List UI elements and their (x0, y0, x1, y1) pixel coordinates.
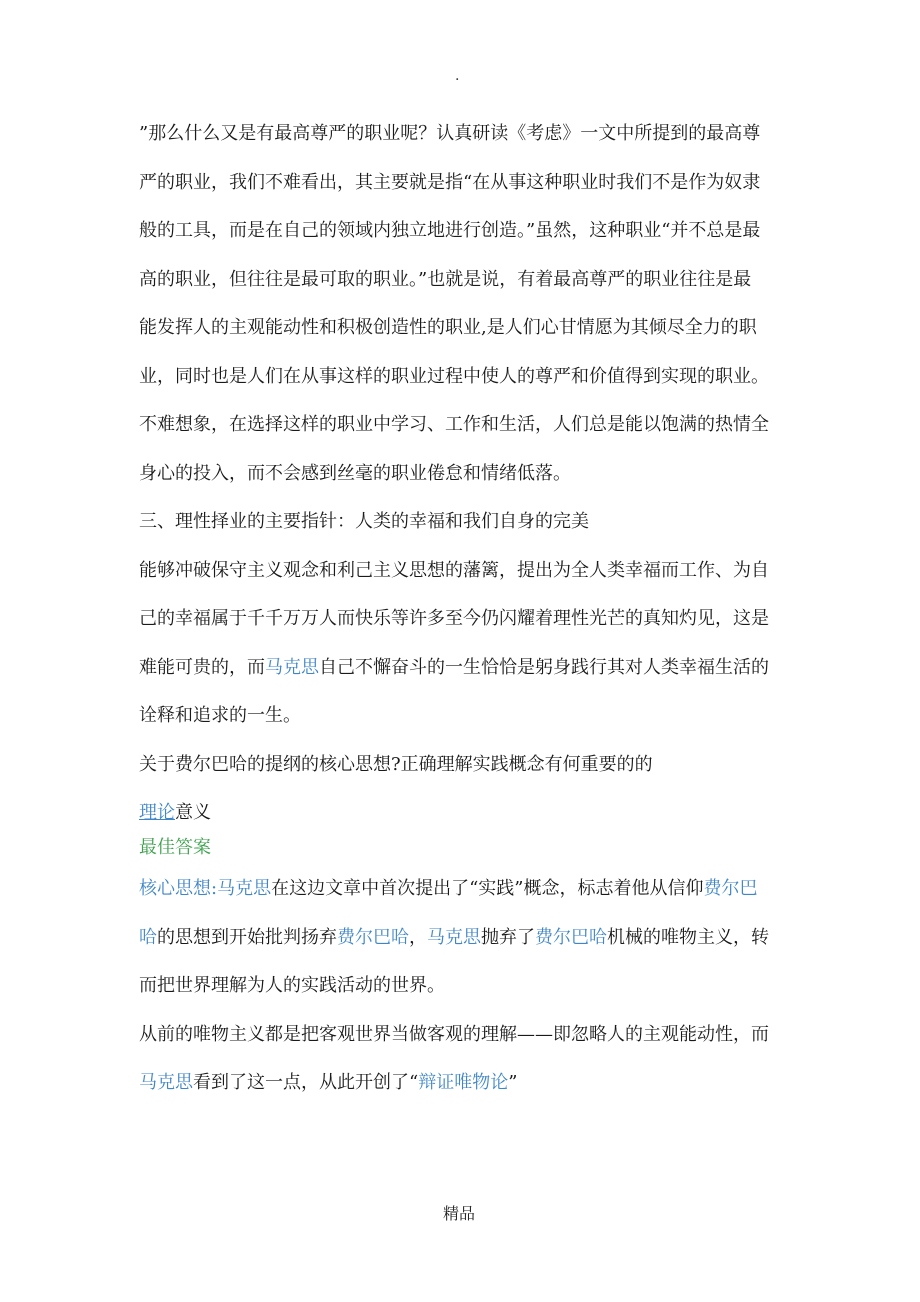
text-line (139, 865, 783, 914)
footer-label: 精品 (443, 1204, 476, 1223)
best-answer-label: 最佳答案 (139, 837, 211, 858)
text-line: 身心的投入，而不会感到丝毫的职业倦怠和情绪低落。 (139, 462, 571, 484)
text-line: 而把世界理解为人的实践活动的世界。 (139, 975, 445, 996)
text-segment: 抛弃了 (481, 926, 535, 948)
text-line: 诠释和追求的一生。 (139, 705, 301, 726)
text-segment: 自己不懈奋斗的一生恰恰是躬身践行其对人类幸福生活的 (319, 656, 769, 678)
link-dialectical-materialism[interactable]: 辩证唯物论 (418, 1072, 509, 1093)
paragraph-happiness (139, 547, 783, 741)
text-line (139, 914, 783, 963)
text-line: 己的幸福属于千千万万人而快乐等许多至今仍闪耀着理性光芒的真知灼见，这是 (139, 608, 769, 629)
link-feuerbach[interactable]: 哈 (139, 926, 157, 948)
link-feuerbach[interactable]: 费尔巴哈 (535, 926, 607, 948)
text-line (139, 644, 783, 693)
link-feuerbach[interactable]: 费尔巴 (703, 878, 758, 899)
text-line: 能够冲破保守主义观念和利己主义思想的藩篱，提出为全人类幸福而工作、为自 (139, 559, 769, 581)
text-segment: ， (409, 926, 427, 948)
paragraph-materialism (139, 1011, 783, 1108)
text-line: 高的职业，但往往是最可取的职业。”也就是说，有着最高尊严的职业往往是最 (139, 268, 752, 290)
text-segment: 机械的唯物主义，转 (607, 926, 769, 948)
link-marx[interactable]: 马克思 (139, 1072, 193, 1093)
text-line: 能发挥人的主观能动性和积极创造性的职业,是人们心甘情愿为其倾尽全力的职 (139, 317, 757, 338)
text-line (139, 1059, 783, 1108)
text-line: 不难想象，在选择这样的职业中学习、工作和生活，人们总是能以饱满的热情全 (139, 414, 769, 435)
text-line: 业，同时也是人们在从事这样的职业过程中使人的尊严和价值得到实现的职业。 (139, 365, 769, 387)
header-mark: . (455, 68, 460, 84)
text-segment: 意义 (175, 802, 211, 823)
text-line: 般的工具，而是在自己的领域内独立地进行创造。”虽然，这种职业“并不总是最 (139, 220, 761, 241)
text-segment: ” (508, 1072, 518, 1093)
question-title-continued (139, 795, 783, 830)
link-marx[interactable]: 马克思 (265, 656, 319, 678)
text-segment: 的思想到开始批判扬弃 (157, 926, 337, 948)
link-marx[interactable]: 马克思 (217, 878, 272, 899)
text-line: ”那么什么又是有最高尊严的职业呢？认真研读《考虑》一文中所提到的最高尊 (139, 123, 761, 144)
section-heading: 三、理性择业的主要指针：人类的幸福和我们自身的完美 (139, 511, 589, 532)
answer-core-label: 核心思想: (139, 878, 218, 899)
document-body (139, 110, 783, 1108)
question-title: 关于费尔巴哈的提纲的核心思想?正确理解实践概念有何重要的的 (139, 753, 653, 775)
link-feuerbach[interactable]: 费尔巴哈 (337, 926, 409, 948)
answer-paragraph (139, 865, 783, 1011)
text-line: 严的职业，我们不难看出，其主要就是指“在从事这种职业时我们不是作为奴隶 (139, 171, 761, 193)
text-segment: 难能可贵的，而 (139, 656, 265, 678)
text-line: 从前的唯物主义都是把客观世界当做客观的理解——即忽略人的主观能动性，而 (139, 1023, 769, 1045)
link-marx[interactable]: 马克思 (427, 926, 481, 948)
text-segment: 在这边文章中首次提出了“实践”概念，标志着他从信仰 (271, 878, 704, 899)
text-segment: 看到了这一点，从此开创了“ (193, 1072, 419, 1093)
link-theory[interactable]: 理论 (139, 802, 175, 823)
paragraph-dignity (139, 110, 783, 498)
